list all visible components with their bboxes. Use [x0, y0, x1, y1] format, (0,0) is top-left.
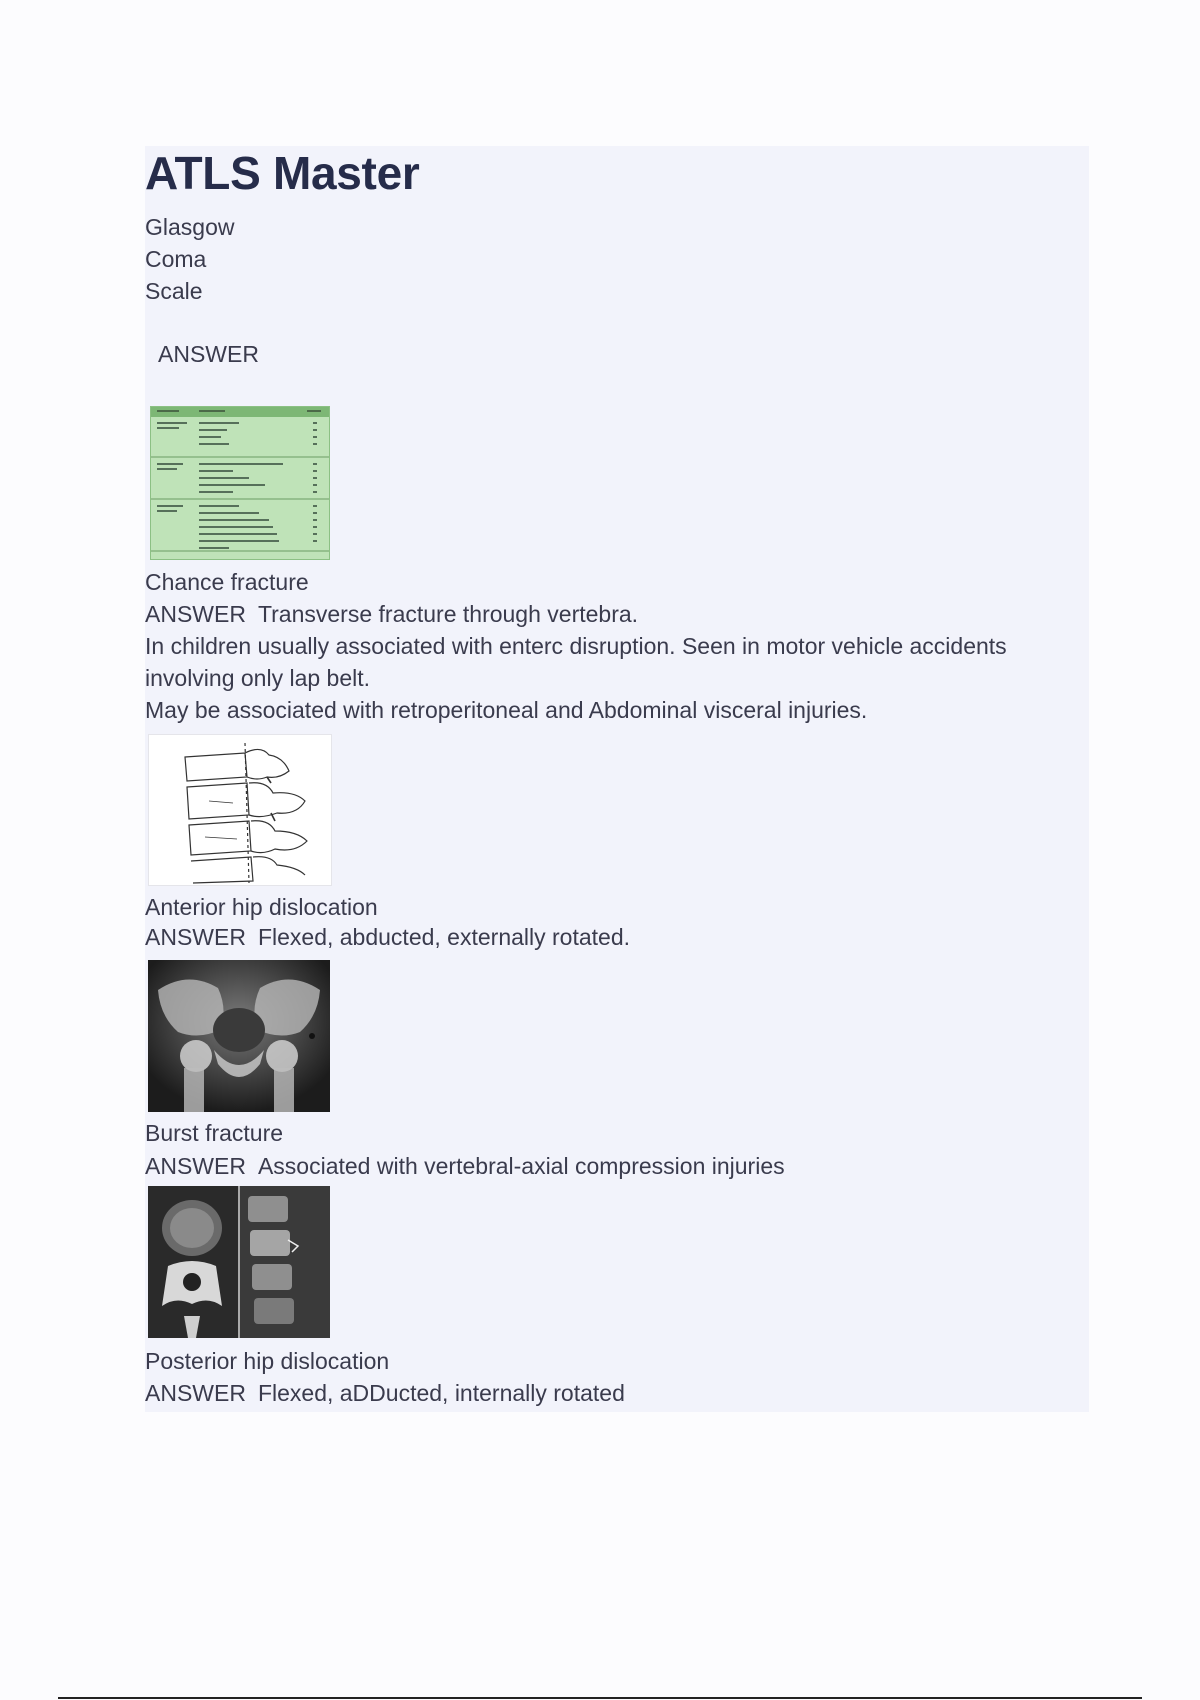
card-question: Chance fracture [145, 569, 309, 595]
card-answer [145, 598, 638, 630]
card-answer [145, 1150, 785, 1182]
answer-text: Associated with vertebral-axial compression injuries [257, 1153, 785, 1179]
answer-detail-line: In children usually associated with enterc disruption. Seen in motor vehicle accidents [145, 633, 1007, 659]
answer-label: ANSWER [145, 1380, 246, 1406]
answer-detail-line: May be associated with retroperitoneal and Abdominal visceral injuries. [145, 697, 868, 723]
glasgow-coma-scale-table-image [150, 406, 330, 560]
card-question: Posterior hip dislocation [145, 1348, 390, 1374]
card-answer [145, 921, 630, 953]
answer-label: ANSWER [158, 341, 259, 367]
card-answer [145, 1377, 625, 1409]
footer-divider [58, 1697, 1142, 1699]
pelvis-xray [148, 960, 330, 1112]
answer-detail-line: involving only lap belt. [145, 665, 371, 691]
card-question-line: Glasgow [145, 214, 235, 240]
page-title: ATLS Master [145, 147, 420, 199]
answer-label: ANSWER [145, 924, 246, 950]
card-question-line: Scale [145, 278, 203, 304]
card-question: Burst fracture [145, 1120, 284, 1146]
chance-fracture-spine-sketch [148, 734, 332, 886]
card-question: Anterior hip dislocation [145, 894, 378, 920]
answer-label: ANSWER [145, 1153, 246, 1179]
card-question-line: Coma [145, 246, 207, 272]
answer-text: Transverse fracture through vertebra. [257, 601, 639, 627]
answer-text: Flexed, aDDucted, internally rotated [257, 1380, 625, 1406]
answer-text: Flexed, abducted, externally rotated. [257, 924, 631, 950]
vertebra-ct-scan [148, 1186, 330, 1338]
answer-label: ANSWER [145, 601, 246, 627]
